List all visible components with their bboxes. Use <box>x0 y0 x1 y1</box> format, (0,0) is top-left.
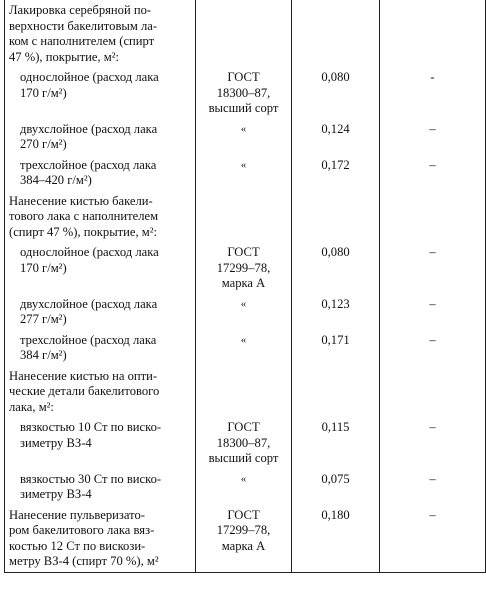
standard-cell <box>196 242 292 294</box>
operation-variant-cell <box>5 155 196 191</box>
description-line: метру ВЗ-4 (спирт 70 %), м² <box>9 554 159 568</box>
ditto-mark: « <box>240 472 247 485</box>
description-line: лака, м²: <box>9 399 54 414</box>
norm-value: 0,075 <box>321 471 350 486</box>
table-row <box>5 242 486 294</box>
norm-value: 0,080 <box>321 70 350 84</box>
standard-line: ГОСТ <box>227 245 260 259</box>
standard-line: 18300–87, <box>216 435 271 450</box>
description-line: однослойное (расход лака <box>20 70 159 84</box>
description-line: 277 г/м²) <box>20 312 67 326</box>
standard-line: ГОСТ <box>227 420 260 434</box>
description-line: зиметру ВЗ-4 <box>20 487 92 501</box>
standard-cell <box>196 191 292 243</box>
description-line: двухслойное (расход лака <box>20 296 158 311</box>
operation-variant-cell <box>5 330 196 366</box>
norm-value-cell <box>292 469 380 505</box>
norm-value: 0,123 <box>321 296 350 311</box>
table-row <box>5 155 486 191</box>
description-line: вязкостью 30 Ст по виско- <box>20 471 162 486</box>
description-line: Нанесение кистью на опти- <box>9 368 158 383</box>
description-line: 47 %), покрытие, м²: <box>9 49 120 64</box>
norm-value-cell <box>292 155 380 191</box>
table-row <box>5 417 486 469</box>
description-line: зиметру ВЗ-4 <box>20 435 92 450</box>
operation-description-cell <box>5 366 196 418</box>
description-line: тового лака с наполнителем <box>9 209 159 223</box>
operation-variant-cell <box>5 119 196 155</box>
note-cell <box>380 242 486 294</box>
table-row <box>5 469 486 505</box>
note-dash: – <box>429 332 436 347</box>
description-line: Лакировка серебряной по- <box>9 3 152 17</box>
description-line: ком с наполнителем (спирт <box>9 34 155 48</box>
description-line: ром бакелитового лака вяз- <box>9 523 155 537</box>
note-dash: – <box>429 245 436 259</box>
description-line: 270 г/м²) <box>20 137 67 151</box>
standard-cell <box>196 330 292 366</box>
standard-line: 18300–87, <box>216 85 271 100</box>
table-row <box>5 366 486 418</box>
note-cell <box>380 0 486 67</box>
description-line: 170 г/м²) <box>20 85 67 100</box>
standard-line: ГОСТ <box>227 70 260 84</box>
standard-line: марка А <box>221 276 266 290</box>
note-dash: – <box>429 471 436 486</box>
note-cell <box>380 417 486 469</box>
table-row <box>5 505 486 573</box>
norm-value-cell <box>292 242 380 294</box>
norm-value-cell <box>292 67 380 119</box>
standard-line: 17299–78, <box>216 260 271 275</box>
norm-value-cell <box>292 0 380 67</box>
operation-variant-cell <box>5 242 196 294</box>
description-line: Нанесение кистью бакели- <box>9 193 153 208</box>
standard-cell <box>196 505 292 573</box>
standard-cell <box>196 294 292 330</box>
standard-cell <box>196 67 292 119</box>
norm-value-cell <box>292 330 380 366</box>
norm-value: 0,171 <box>321 332 350 347</box>
ditto-mark: « <box>240 122 247 135</box>
norm-value-cell <box>292 366 380 418</box>
norm-value-cell <box>292 505 380 573</box>
standard-cell <box>196 417 292 469</box>
operation-description-cell <box>5 0 196 67</box>
description-line: костью 12 Ст по вискози- <box>9 538 146 553</box>
standard-cell <box>196 469 292 505</box>
table-row <box>5 191 486 243</box>
standard-line: 17299–78, <box>216 523 271 537</box>
operation-variant-cell <box>5 67 196 119</box>
ditto-mark: « <box>240 297 247 310</box>
note-cell <box>380 469 486 505</box>
standard-line: ГОСТ <box>227 507 260 522</box>
description-line: трехслойное (расход лака <box>20 157 157 172</box>
note-cell <box>380 67 486 119</box>
table-row <box>5 119 486 155</box>
norm-value-cell <box>292 119 380 155</box>
standard-cell <box>196 119 292 155</box>
description-line: трехслойное (расход лака <box>20 332 157 347</box>
standard-line: высший сорт <box>208 451 279 465</box>
note-cell <box>380 330 486 366</box>
norm-value: 0,172 <box>321 157 350 172</box>
norm-value: 0,124 <box>321 121 350 136</box>
ditto-mark: « <box>240 333 247 346</box>
standard-cell <box>196 366 292 418</box>
description-line: Нанесение пульверизато- <box>9 507 145 522</box>
description-line: однослойное (расход лака <box>20 245 159 259</box>
ditto-mark: « <box>240 158 247 171</box>
norm-value: 0,115 <box>321 420 350 434</box>
table-row <box>5 330 486 366</box>
norm-value-cell <box>292 417 380 469</box>
operation-variant-cell <box>5 294 196 330</box>
note-cell <box>380 155 486 191</box>
table-row <box>5 0 486 67</box>
description-line: 170 г/м²) <box>20 260 67 275</box>
description-line: двухслойное (расход лака <box>20 121 158 136</box>
description-line: ческие детали бакелитового <box>9 384 160 398</box>
description-line: верхности бакелитовым ла- <box>9 18 158 33</box>
note-cell <box>380 366 486 418</box>
standard-cell <box>196 0 292 67</box>
note-dash: - <box>430 70 435 84</box>
description-line: 384 г/м²) <box>20 348 67 362</box>
note-cell <box>380 505 486 573</box>
note-cell <box>380 119 486 155</box>
note-dash: – <box>429 420 436 434</box>
operation-variant-cell <box>5 417 196 469</box>
note-cell <box>380 191 486 243</box>
materials-table <box>4 0 486 573</box>
table-body <box>5 0 486 572</box>
standard-cell <box>196 155 292 191</box>
table-row <box>5 67 486 119</box>
standard-line: высший сорт <box>208 101 279 115</box>
note-dash: – <box>429 121 436 136</box>
note-cell <box>380 294 486 330</box>
operation-variant-cell <box>5 469 196 505</box>
table-row <box>5 294 486 330</box>
note-dash: – <box>429 507 436 522</box>
note-dash: – <box>429 157 436 172</box>
description-line: 384–420 г/м²) <box>20 173 92 187</box>
note-dash: – <box>429 296 436 311</box>
norm-value-cell <box>292 191 380 243</box>
norm-value-cell <box>292 294 380 330</box>
operation-description-cell <box>5 191 196 243</box>
norm-value: 0,080 <box>321 245 350 259</box>
description-line: вязкостью 10 Ст по виско- <box>20 420 162 434</box>
norm-value: 0,180 <box>321 507 350 522</box>
standard-line: марка А <box>221 538 266 553</box>
description-line: (спирт 47 %), покрытие, м²: <box>9 224 158 239</box>
operation-description-cell <box>5 505 196 573</box>
